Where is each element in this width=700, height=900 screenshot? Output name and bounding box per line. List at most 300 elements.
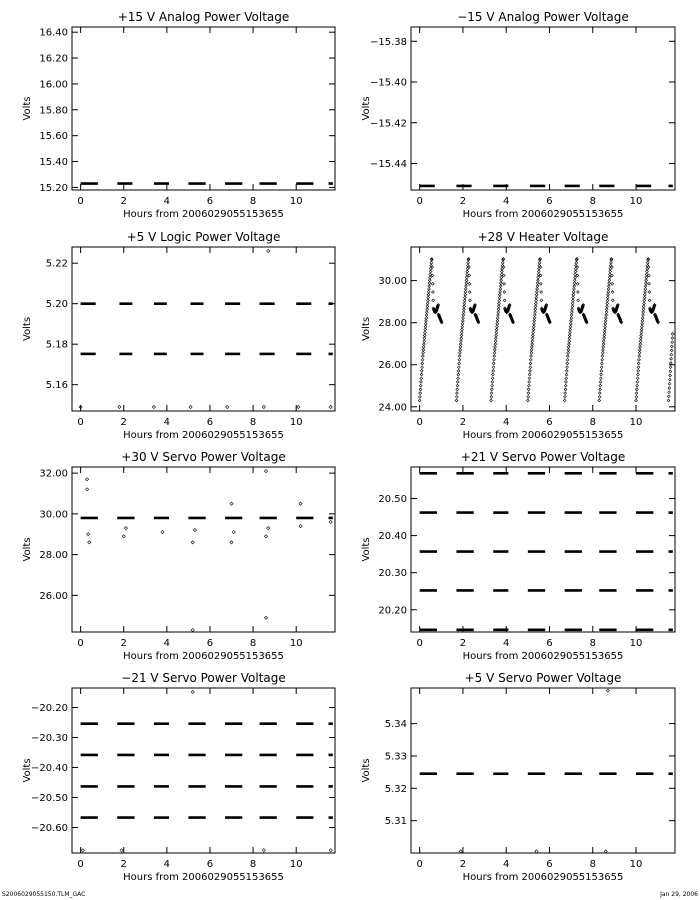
chart-4-data-point [576, 266, 579, 269]
chart-5-data-point [87, 533, 90, 536]
chart-7-xtick-label: 10 [289, 859, 303, 870]
chart-4-data-point [500, 276, 503, 279]
chart-4-data-point [648, 291, 651, 294]
chart-5-ytick-label: 32.00 [39, 468, 68, 480]
chart-4-data-point [565, 373, 568, 376]
chart-4-data-point [455, 399, 458, 402]
chart-4-data-point [648, 282, 651, 285]
chart-4-data-point [526, 399, 529, 402]
chart-4-data-point [600, 369, 603, 372]
chart-4-data-point [567, 346, 570, 349]
chart-4-data-point [458, 358, 461, 361]
chart-4-data-point [457, 377, 460, 380]
chart-4-data-point [642, 308, 645, 311]
chart-4-data-point [635, 392, 638, 395]
chart-4-data-point [646, 261, 649, 264]
chart-2-xtick-label: 8 [589, 196, 596, 207]
chart-4-data-point [570, 317, 573, 320]
footer-filename: S2006029055150.TLM_GAC [2, 891, 86, 898]
chart-4-data-point [529, 358, 532, 361]
chart-4-data-point [605, 317, 608, 320]
chart-4-data-point [528, 381, 531, 384]
chart-4-data-point [568, 337, 571, 340]
chart-1-xtick-label: 8 [249, 196, 257, 207]
chart-4-data-point [640, 328, 643, 331]
chart-4-data-point [425, 317, 428, 320]
chart-1-ytick-label: 16.20 [39, 53, 68, 65]
chart-4-data-point [528, 384, 531, 387]
chart-4-data-point [429, 276, 432, 279]
chart-3-ylabel: Volts [22, 316, 33, 342]
chart-1-group [22, 10, 335, 220]
chart-4-data-point [604, 319, 607, 322]
chart-4-xtick-label: 10 [629, 417, 643, 428]
chart-6-title: +21 V Servo Power Voltage [460, 450, 626, 464]
chart-4-data-point [641, 317, 644, 320]
chart-8-xtick-label: 2 [459, 859, 467, 870]
chart-4-data-point [642, 311, 645, 314]
chart-4-data-point [636, 384, 639, 387]
chart-4-data-point [564, 384, 567, 387]
chart-4-data-point [468, 282, 471, 285]
chart-4-data-point [573, 288, 576, 291]
chart-5-data-point [230, 502, 233, 505]
chart-4-data-point [599, 384, 602, 387]
chart-4-data-point [606, 299, 609, 302]
chart-4-data-point [497, 311, 500, 314]
chart-4-data-point [537, 279, 540, 282]
chart-4-data-point [534, 305, 537, 308]
chart-4-data-point [530, 355, 533, 358]
chart-4-data-point [418, 399, 421, 402]
chart-1-ytick-label: 16.00 [39, 79, 68, 91]
chart-4-data-point [530, 346, 533, 349]
chart-7-xtick-label: 6 [206, 859, 214, 870]
chart-4-data-point [459, 348, 462, 351]
chart-4-data-point [602, 348, 605, 351]
chart-4-data-point [497, 314, 500, 317]
chart-4-data-point [637, 366, 640, 369]
chart-5-group [22, 450, 335, 662]
chart-3-data-point [262, 405, 265, 408]
chart-4-data-point [608, 279, 611, 282]
chart-7-ylabel: Volts [22, 758, 33, 783]
chart-4-data-point [539, 282, 542, 285]
chart-4-data-point [645, 279, 648, 282]
chart-4-data-point [636, 377, 639, 380]
chart-4-data-point [463, 299, 466, 302]
chart-4-data-point [576, 282, 579, 285]
chart-4-data-point [424, 322, 427, 325]
chart-4-data-point [604, 325, 607, 328]
chart-4-data-point [668, 391, 671, 394]
chart-7-data-point [81, 849, 84, 852]
chart-4-data-point [461, 322, 464, 325]
chart-4-data-point [640, 334, 643, 337]
chart-4-data-point [605, 308, 608, 311]
chart-4-data-point [427, 293, 430, 296]
chart-4-data-point [422, 348, 425, 351]
chart-4-data-point [464, 290, 467, 293]
chart-4-data-point [540, 299, 543, 302]
chart-4-data-point [432, 291, 435, 294]
chart-6-ytick-label: 20.20 [378, 605, 407, 617]
chart-4-data-point [567, 348, 570, 351]
chart-5-data-point [230, 541, 233, 544]
chart-4-data-point [565, 369, 568, 372]
chart-2-ytick-label: −15.44 [369, 159, 407, 171]
chart-4-data-point [568, 334, 571, 337]
chart-4-data-point [498, 293, 501, 296]
chart-5-xtick-label: 8 [249, 638, 257, 649]
chart-4-data-point [608, 276, 611, 279]
chart-4-data-point [564, 388, 567, 391]
chart-4-data-point [428, 282, 431, 285]
chart-4-data-point [464, 296, 467, 299]
chart-1-plot-frame [72, 27, 335, 190]
chart-4-data-point [670, 345, 673, 348]
chart-6-xtick-label: 10 [629, 638, 643, 649]
chart-7-xlabel: Hours from 2006029055153655 [123, 872, 284, 883]
chart-4-data-point [669, 366, 672, 369]
chart-4-data-point [500, 279, 503, 282]
chart-4-ylabel: Volts [361, 316, 372, 342]
chart-4-data-point [564, 395, 567, 398]
chart-4-data-point [460, 331, 463, 334]
chart-4-data-point [463, 305, 466, 308]
chart-4-data-point [647, 266, 650, 269]
chart-4-data-point [635, 395, 638, 398]
chart-4-data-point [602, 346, 605, 349]
chart-4-data-point [495, 334, 498, 337]
chart-4-data-point [571, 302, 574, 305]
chart-5-data-point [122, 535, 125, 538]
chart-5-data-point [191, 541, 194, 544]
chart-4-data-point [535, 296, 538, 299]
chart-4-data-point [494, 337, 497, 340]
chart-4-data-point [601, 358, 604, 361]
chart-6-xtick-label: 8 [589, 638, 596, 649]
chart-4-data-point [422, 346, 425, 349]
chart-4-data-point [532, 331, 535, 334]
chart-4-data-point [605, 314, 608, 317]
chart-4-data-point [424, 325, 427, 328]
chart-4-data-point [571, 305, 574, 308]
chart-6-xlabel: Hours from 2006029055153655 [462, 651, 624, 662]
chart-5-data-point [88, 541, 91, 544]
chart-4-data-point [644, 288, 647, 291]
chart-4-data-point [465, 276, 468, 279]
chart-5-xtick-label: 6 [206, 638, 214, 649]
chart-5-xtick-label: 2 [120, 638, 127, 649]
chart-3-plot-frame [72, 247, 335, 411]
chart-4-data-point [421, 358, 424, 361]
chart-4-data-point [459, 343, 462, 346]
chart-3-ytick-label: 5.16 [45, 380, 68, 392]
chart-6-xtick-label: 4 [503, 638, 510, 649]
chart-4-data-point [667, 399, 670, 402]
chart-4-data-point [601, 351, 604, 354]
chart-4-data-point [464, 293, 467, 296]
chart-4-data-point [563, 399, 566, 402]
chart-4-data-point [490, 392, 493, 395]
chart-4-data-point [569, 328, 572, 331]
chart-1-ytick-label: 15.40 [39, 157, 68, 169]
chart-3-data-point [329, 405, 332, 408]
chart-2-ytick-label: −15.42 [369, 118, 407, 130]
chart-6-group [361, 450, 675, 662]
chart-4-data-point [537, 270, 540, 273]
chart-8-ytick-label: 5.32 [384, 783, 407, 795]
chart-4-data-point [575, 261, 578, 264]
chart-8-ylabel: Volts [361, 758, 372, 783]
chart-4-data-point [457, 373, 460, 376]
chart-8-xtick-label: 0 [416, 859, 423, 870]
chart-3-ytick-label: 5.22 [45, 258, 68, 270]
chart-5-data-point [299, 524, 302, 527]
chart-4-data-point [426, 305, 429, 308]
chart-3-data-point [267, 249, 270, 252]
chart-4-data-point [427, 296, 430, 299]
chart-4-data-point [644, 285, 647, 288]
chart-4-data-point [599, 381, 602, 384]
chart-4-data-point [527, 388, 530, 391]
chart-4-data-point [599, 388, 602, 391]
chart-4-data-point [466, 270, 469, 273]
chart-3-xlabel: Hours from 2006029055153655 [123, 430, 284, 441]
chart-4-data-point [531, 340, 534, 343]
chart-4-data-point [640, 331, 643, 334]
chart-4-data-point [469, 299, 472, 302]
chart-4-data-point [494, 343, 497, 346]
chart-5-data-point [85, 478, 88, 481]
chart-4-data-point [428, 279, 431, 282]
chart-6-ytick-label: 20.50 [378, 494, 407, 506]
chart-4-data-point [534, 311, 537, 314]
chart-4-data-point [608, 282, 611, 285]
chart-4-data-point [503, 291, 506, 294]
chart-4-data-point [423, 343, 426, 346]
chart-4-data-point [611, 299, 614, 302]
chart-4-data-point [428, 288, 431, 291]
chart-4-data-point [497, 305, 500, 308]
chart-4-data-point [602, 343, 605, 346]
chart-4-data-point [602, 340, 605, 343]
chart-2-xtick-label: 4 [503, 196, 510, 207]
chart-4-data-point [492, 373, 495, 376]
chart-6-plot-frame [411, 467, 675, 632]
chart-4-data-point [637, 373, 640, 376]
chart-6-xtick-label: 0 [416, 638, 423, 649]
chart-4-data-point [421, 355, 424, 358]
chart-5-data-point [124, 527, 127, 530]
chart-4-data-point [503, 299, 506, 302]
chart-4-data-point [529, 366, 532, 369]
chart-4-data-point [458, 351, 461, 354]
chart-4-data-point [497, 308, 500, 311]
chart-4-data-point [607, 293, 610, 296]
chart-4-data-point [569, 331, 572, 334]
chart-7-ytick-label: −20.60 [30, 823, 68, 834]
chart-4-data-point [540, 291, 543, 294]
chart-4-data-point [425, 314, 428, 317]
chart-6-ylabel: Volts [361, 537, 372, 562]
chart-4-data-point [574, 276, 577, 279]
chart-4-data-point [670, 349, 673, 352]
chart-8-xlabel: Hours from 2006029055153655 [462, 872, 624, 883]
chart-4-xtick-label: 4 [503, 417, 510, 428]
chart-4-data-point [566, 366, 569, 369]
chart-2-title: −15 V Analog Power Voltage [457, 10, 629, 24]
chart-4-data-point [495, 328, 498, 331]
chart-4-data-point [532, 325, 535, 328]
chart-4-data-point [529, 362, 532, 365]
chart-3-data-point [152, 405, 155, 408]
chart-1-ytick-label: 15.20 [39, 182, 68, 194]
chart-4-data-point [606, 305, 609, 308]
chart-4-data-point [538, 261, 541, 264]
chart-8-xtick-label: 8 [589, 859, 596, 870]
chart-4-data-point [492, 366, 495, 369]
chart-8-data-point [606, 689, 609, 692]
chart-5-title: +30 V Servo Power Voltage [121, 450, 286, 464]
chart-4-data-point [493, 358, 496, 361]
chart-4-data-point [419, 392, 422, 395]
chart-4-data-point [638, 358, 641, 361]
chart-4-data-point [460, 337, 463, 340]
chart-4-data-point [577, 299, 580, 302]
chart-5-xlabel: Hours from 2006029055153655 [123, 651, 284, 662]
chart-4-data-point [639, 340, 642, 343]
chart-2-xtick-label: 10 [629, 196, 643, 207]
chart-4-data-point [534, 308, 537, 311]
chart-1-xtick-label: 0 [77, 196, 84, 207]
chart-1-title: +15 V Analog Power Voltage [117, 10, 290, 24]
chart-4-data-point [536, 282, 539, 285]
chart-4-data-point [646, 270, 649, 273]
chart-4-data-point [491, 377, 494, 380]
chart-4-data-point [635, 388, 638, 391]
chart-4-data-point [499, 285, 502, 288]
chart-4-data-point [642, 314, 645, 317]
chart-4-data-point [539, 266, 542, 269]
chart-4-data-point [606, 302, 609, 305]
chart-4-data-point [501, 261, 504, 264]
chart-4-data-point [528, 377, 531, 380]
chart-8-plot-frame [411, 688, 675, 853]
chart-7-xtick-label: 4 [163, 859, 171, 870]
chart-4-data-point [644, 290, 647, 293]
chart-1-ytick-label: 16.40 [39, 27, 68, 39]
chart-4-data-point [671, 337, 674, 340]
chart-4-data-point [498, 302, 501, 305]
chart-4-data-point [641, 322, 644, 325]
chart-4-data-point [424, 331, 427, 334]
chart-4-data-point [465, 279, 468, 282]
chart-3-xtick-label: 6 [206, 417, 214, 428]
chart-4-data-point [568, 340, 571, 343]
chart-4-data-point [427, 290, 430, 293]
chart-4-data-point [496, 319, 499, 322]
chart-4-data-point [598, 399, 601, 402]
chart-5-data-point [329, 520, 332, 523]
chart-4-data-point [669, 362, 672, 365]
chart-7-data-point [329, 849, 332, 852]
chart-4-data-point [503, 282, 506, 285]
chart-4-ytick-label: 26.00 [378, 360, 407, 372]
chart-8-title: +5 V Servo Power Voltage [464, 671, 622, 685]
chart-1-xlabel: Hours from 2006029055153655 [123, 209, 284, 220]
chart-4-data-point [491, 384, 494, 387]
chart-1-ytick-label: 15.60 [39, 131, 68, 143]
chart-7-xtick-label: 8 [249, 859, 257, 870]
chart-4-data-point [609, 270, 612, 273]
chart-4-data-point [492, 362, 495, 365]
chart-4-data-point [565, 377, 568, 380]
chart-4-data-point [638, 355, 641, 358]
chart-4-data-point [603, 337, 606, 340]
chart-4-data-point [419, 388, 422, 391]
chart-4-data-point [424, 328, 427, 331]
chart-5-data-point [191, 628, 194, 631]
chart-4-data-point [610, 266, 613, 269]
chart-4-data-point [535, 290, 538, 293]
chart-4-data-point [569, 325, 572, 328]
chart-4-data-point [643, 299, 646, 302]
chart-7-plot-frame [72, 688, 335, 853]
chart-5-data-point [264, 616, 267, 619]
chart-5-plot-frame [72, 467, 335, 632]
chart-4-data-point [639, 343, 642, 346]
chart-4-data-point [635, 399, 638, 402]
chart-6-ytick-label: 20.30 [378, 568, 407, 580]
chart-4-data-point [464, 288, 467, 291]
chart-4-data-point [530, 351, 533, 354]
chart-4-data-point [423, 334, 426, 337]
chart-4-data-point [490, 395, 493, 398]
chart-5-data-point [299, 502, 302, 505]
chart-4-data-point [420, 377, 423, 380]
chart-4-data-point [533, 322, 536, 325]
chart-8-xtick-label: 6 [546, 859, 553, 870]
chart-4-data-point [465, 285, 468, 288]
chart-4-data-point [566, 362, 569, 365]
chart-7-data-point [191, 690, 194, 693]
chart-4-data-point [667, 395, 670, 398]
chart-5-data-point [264, 535, 267, 538]
chart-4-data-point [431, 266, 434, 269]
chart-4-data-point [499, 290, 502, 293]
chart-7-ytick-label: −20.50 [30, 793, 68, 804]
chart-4-data-point [462, 314, 465, 317]
chart-4-data-point [669, 374, 672, 377]
chart-4-group [361, 230, 675, 441]
chart-4-data-point [668, 387, 671, 390]
chart-7-group [22, 671, 335, 883]
chart-4-data-point [567, 351, 570, 354]
chart-4-data-point [607, 288, 610, 291]
chart-4-data-point [600, 366, 603, 369]
chart-4-data-point [536, 285, 539, 288]
chart-4-data-point [598, 392, 601, 395]
chart-4-data-point [603, 334, 606, 337]
chart-4-data-point [420, 369, 423, 372]
chart-4-data-point [671, 332, 674, 335]
chart-4-title: +28 V Heater Voltage [477, 230, 609, 244]
chart-4-data-point [426, 299, 429, 302]
chart-4-data-point [495, 331, 498, 334]
chart-4-xtick-label: 2 [459, 417, 467, 428]
